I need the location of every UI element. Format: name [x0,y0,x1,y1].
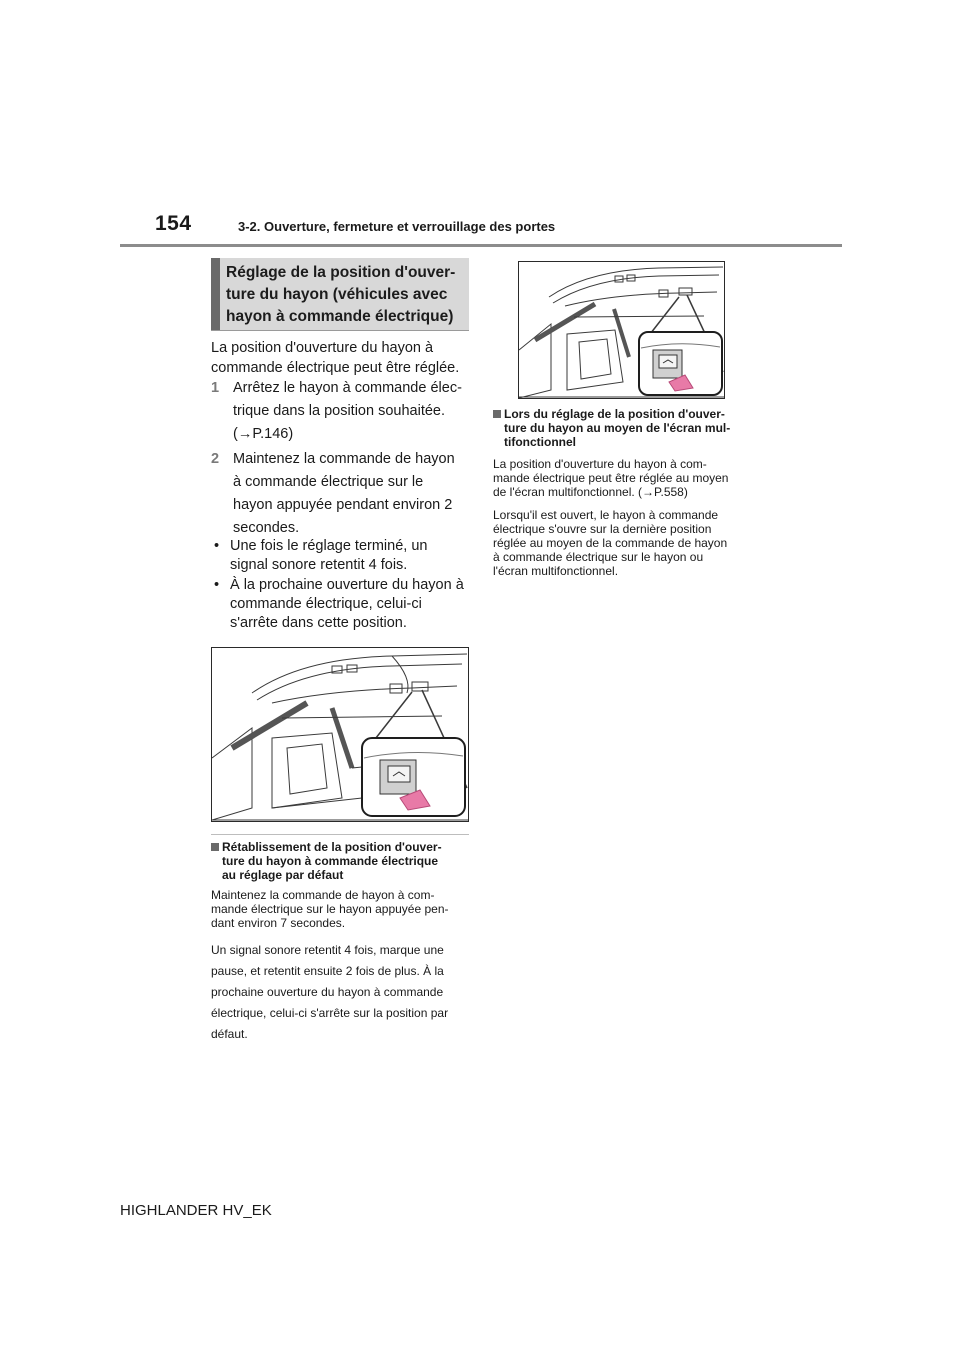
multi-line: électrique s'ouvre sur la dernière position [493,522,712,536]
multi-line: mande électrique peut être réglée au moyen [493,471,729,485]
page-number: 154 [155,212,192,235]
note-bullet [214,576,476,633]
bullet-mark: • [214,538,220,554]
intro-line: commande électrique peut être réglée. [211,360,460,376]
reset-heading-line: ture du hayon à commande électrique [222,854,439,868]
multi-line: à commande électrique sur le hayon ou [493,550,704,564]
reset-line: mande électrique sur le hayon appuyée pen- [211,902,449,916]
square-bullet-icon [493,410,501,418]
step-2 [211,448,473,540]
multi-paragraph-1 [493,457,728,499]
subsection-divider [211,834,469,835]
reset-paragraph-2 [211,940,448,1045]
section-heading-line: Réglage de la position d'ouver- [226,264,456,281]
step-line: (→P.146) [233,426,294,442]
multi-heading-line: Lors du réglage de la position d'ouver- [504,407,725,421]
multi-heading-line: tifonctionnel [504,435,576,449]
bullet-mark: • [214,577,220,593]
step-1 [211,377,473,446]
reset-line: prochaine ouverture du hayon à commande [211,985,444,999]
step-line: à commande électrique sur le [233,474,424,490]
step-number: 2 [211,451,220,467]
bullet-line: À la prochaine ouverture du hayon à [230,577,464,593]
multi-display-subheading [493,407,730,449]
tailgate-switch-illustration-icon [518,261,725,399]
multi-line: Lorsqu'il est ouvert, le hayon à commande [493,508,719,522]
reset-subheading [211,840,442,882]
reset-paragraph-1 [211,888,449,930]
step-number: 1 [211,380,220,396]
reset-heading-line: au réglage par défaut [222,868,344,882]
intro-line: La position d'ouverture du hayon à [211,340,434,356]
multi-line: l'écran multifonctionnel. [493,564,619,578]
reset-line: dant environ 7 secondes. [211,916,346,930]
section-divider [211,330,469,331]
bullet-line: commande électrique, celui-ci [230,596,422,612]
multi-line: La position d'ouverture du hayon à com- [493,457,707,471]
bullet-line: signal sonore retentit 4 fois. [230,557,408,573]
bullet-line: s'arrête dans cette position. [230,615,407,631]
section-heading [211,258,469,330]
multi-line: réglée au moyen de la commande de hayon [493,536,728,550]
reset-line: Maintenez la commande de hayon à com- [211,888,435,902]
step-line: hayon appuyée pendant environ 2 [233,497,453,513]
step-line: Arrêtez le hayon à commande élec- [233,380,462,396]
tailgate-switch-illustration-icon [211,647,469,822]
chapter-title: 3-2. Ouverture, fermeture et verrouillage des portes [238,219,556,234]
reset-line: Un signal sonore retentit 4 fois, marque une [211,943,444,957]
section-heading-line: hayon à commande électrique) [226,308,454,325]
multi-line: de l'écran multifonctionnel. (→P.558) [493,485,688,499]
multi-heading-line: ture du hayon au moyen de l'écran mul- [504,421,731,435]
step-line: Maintenez la commande de hayon [233,451,455,467]
step-line: trique dans la position souhaitée. [233,403,446,419]
reset-line: électrique, celui-ci s'arrête sur la position par [211,1006,449,1020]
multi-paragraph-2 [493,508,727,578]
reset-heading-line: Rétablissement de la position d'ouver- [222,840,442,854]
footer-model-name: HIGHLANDER HV_EK [120,1202,272,1219]
reset-line: défaut. [211,1027,248,1041]
reset-line: pause, et retentit ensuite 2 fois de plus. À la [211,964,444,978]
step-line: secondes. [233,520,300,536]
note-bullet [214,537,476,575]
intro-paragraph [211,338,471,378]
tailgate-illustration-svg [212,648,468,821]
tailgate-illustration-svg [519,262,724,398]
section-heading-line: ture du hayon (véhicules avec [226,286,448,303]
square-bullet-icon [211,843,219,851]
bullet-line: Une fois le réglage terminé, un [230,538,428,554]
header-divider [120,244,842,247]
